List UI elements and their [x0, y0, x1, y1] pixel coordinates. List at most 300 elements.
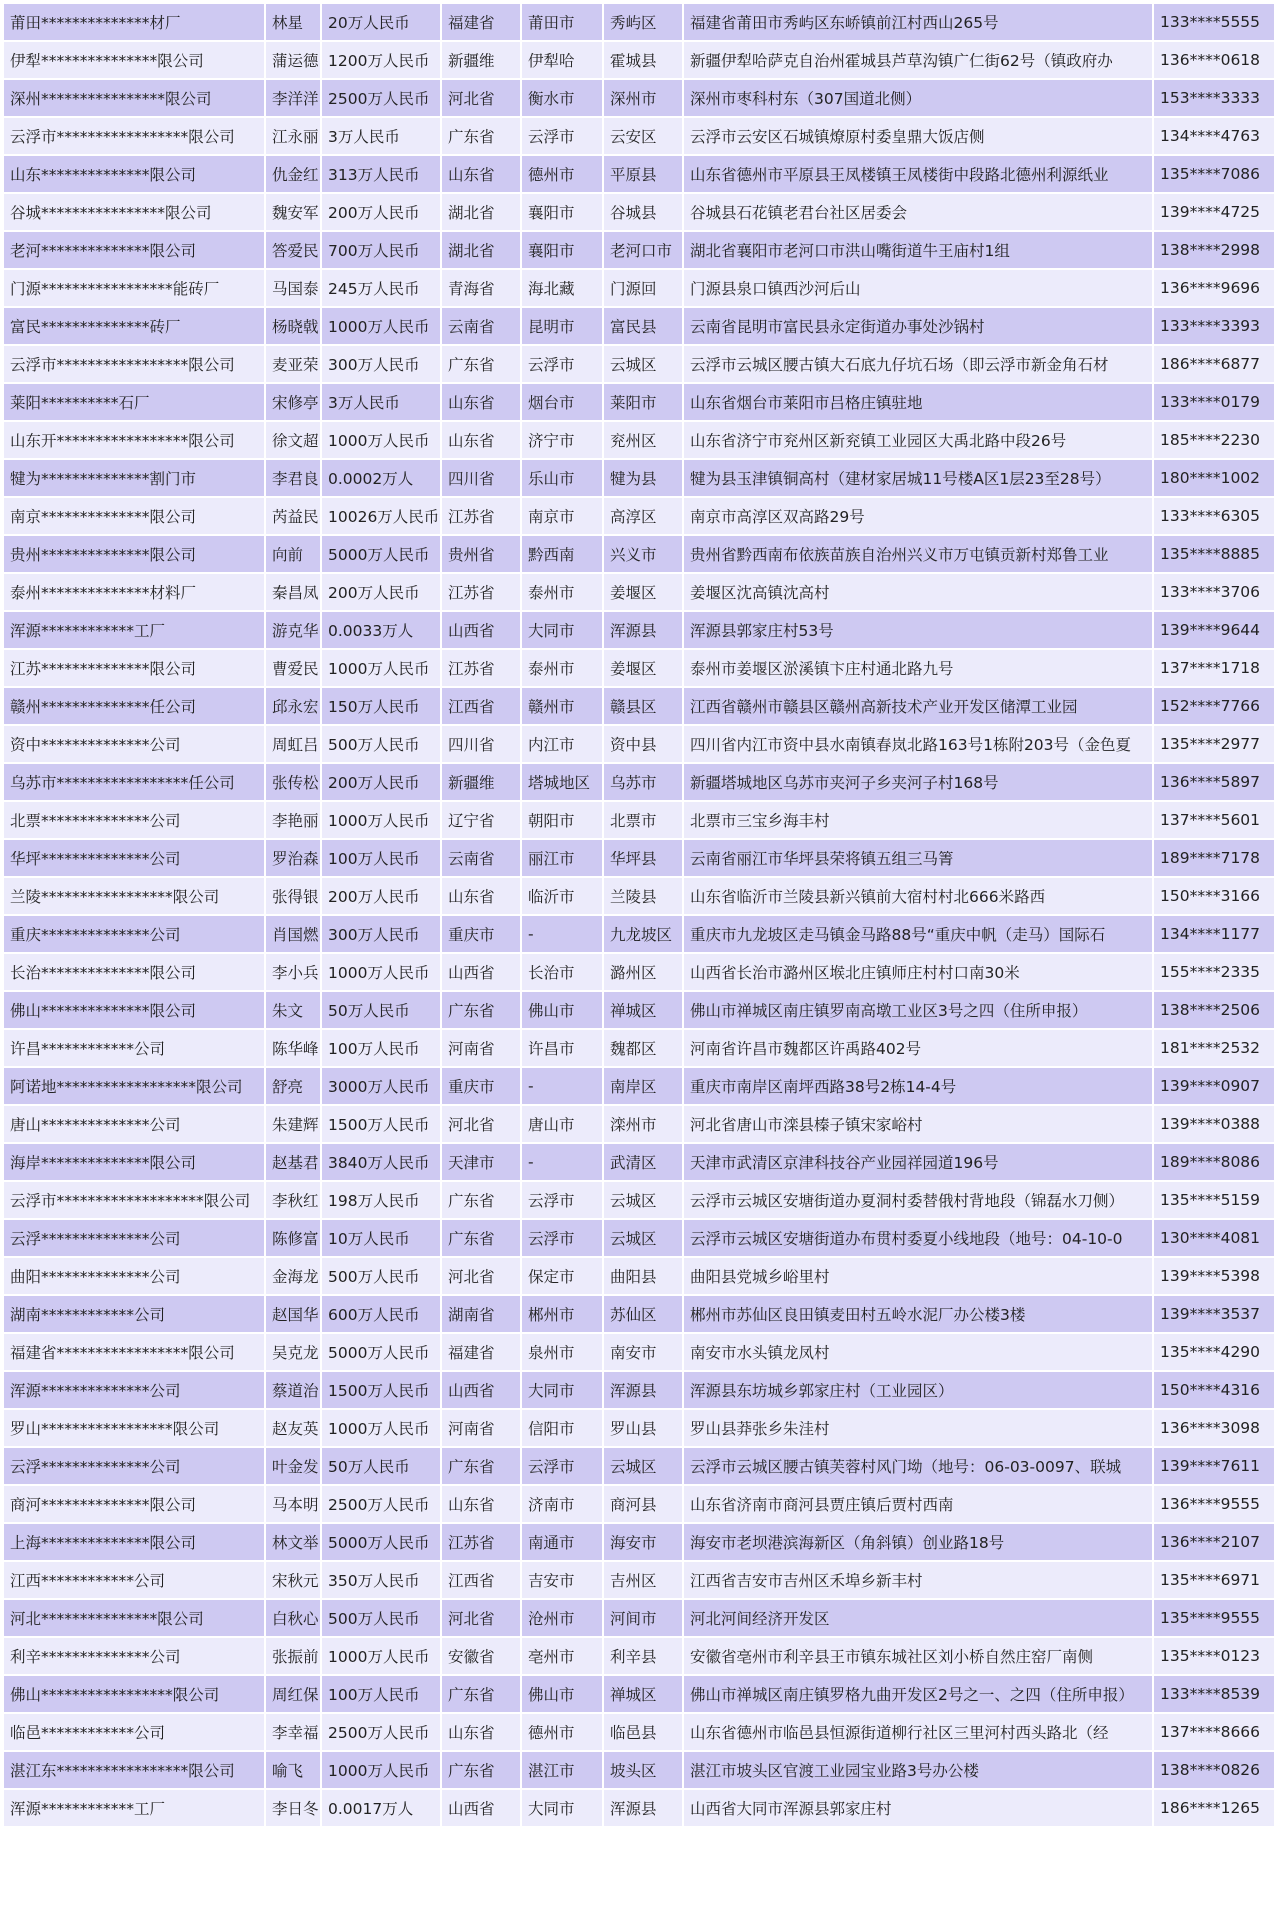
province-cell: 湖北省	[442, 232, 522, 270]
province-cell: 山东省	[442, 422, 522, 460]
district-cell: 禅城区	[604, 992, 684, 1030]
address-cell: 河北省唐山市滦县榛子镇宋家峪村	[684, 1106, 1154, 1144]
city-cell: 长治市	[522, 954, 604, 992]
phone-cell: 133****3393	[1154, 308, 1276, 346]
province-cell: 山西省	[442, 1372, 522, 1410]
district-cell: 霍城县	[604, 42, 684, 80]
company-name-cell: 云浮**************公司	[4, 1220, 266, 1258]
phone-cell: 139****9644	[1154, 612, 1276, 650]
legal-rep-cell: 蔡道治	[266, 1372, 322, 1410]
registered-capital-cell: 1000万人民币	[322, 650, 442, 688]
address-cell: 江西省赣州市赣县区赣州高新技术产业开发区储潭工业园	[684, 688, 1154, 726]
table-row	[4, 1448, 1276, 1486]
phone-cell: 133****0179	[1154, 384, 1276, 422]
table-row	[4, 1638, 1276, 1676]
registered-capital-cell: 100万人民币	[322, 1676, 442, 1714]
registered-capital-cell: 1500万人民币	[322, 1372, 442, 1410]
company-name-cell: 云浮**************公司	[4, 1448, 266, 1486]
city-cell: 襄阳市	[522, 232, 604, 270]
registered-capital-cell: 150万人民币	[322, 688, 442, 726]
province-cell: 重庆市	[442, 916, 522, 954]
company-name-cell: 上海**************限公司	[4, 1524, 266, 1562]
city-cell: 内江市	[522, 726, 604, 764]
city-cell: 保定市	[522, 1258, 604, 1296]
province-cell: 青海省	[442, 270, 522, 308]
registered-capital-cell: 245万人民币	[322, 270, 442, 308]
district-cell: 老河口市	[604, 232, 684, 270]
address-cell: 佛山市禅城区南庄镇罗南高墩工业区3号之四（住所申报）	[684, 992, 1154, 1030]
province-cell: 江苏省	[442, 498, 522, 536]
phone-cell: 185****2230	[1154, 422, 1276, 460]
address-cell: 山东省济宁市兖州区新兖镇工业园区大禹北路中段26号	[684, 422, 1154, 460]
legal-rep-cell: 朱建辉	[266, 1106, 322, 1144]
table-row	[4, 1030, 1276, 1068]
province-cell: 广东省	[442, 992, 522, 1030]
district-cell: 云城区	[604, 1182, 684, 1220]
table-row	[4, 726, 1276, 764]
table-row	[4, 1068, 1276, 1106]
registered-capital-cell: 700万人民币	[322, 232, 442, 270]
table-row	[4, 1220, 1276, 1258]
city-cell: 济宁市	[522, 422, 604, 460]
table-row	[4, 270, 1276, 308]
address-cell: 河北河间经济开发区	[684, 1600, 1154, 1638]
province-cell: 江苏省	[442, 574, 522, 612]
address-cell: 南京市高淳区双高路29号	[684, 498, 1154, 536]
city-cell: 赣州市	[522, 688, 604, 726]
phone-cell: 133****5555	[1154, 4, 1276, 42]
registered-capital-cell: 200万人民币	[322, 194, 442, 232]
table-row	[4, 422, 1276, 460]
table-row	[4, 346, 1276, 384]
province-cell: 广东省	[442, 1182, 522, 1220]
legal-rep-cell: 宋秋元	[266, 1562, 322, 1600]
province-cell: 广东省	[442, 1676, 522, 1714]
table-row	[4, 878, 1276, 916]
address-cell: 江西省吉安市吉州区禾埠乡新丰村	[684, 1562, 1154, 1600]
legal-rep-cell: 李艳丽	[266, 802, 322, 840]
phone-cell: 136****2107	[1154, 1524, 1276, 1562]
registered-capital-cell: 1000万人民币	[322, 1638, 442, 1676]
address-cell: 云浮市云城区安塘街道办夏洞村委替俄村背地段（锦磊水刀侧）	[684, 1182, 1154, 1220]
phone-cell: 136****3098	[1154, 1410, 1276, 1448]
phone-cell: 130****4081	[1154, 1220, 1276, 1258]
company-name-cell: 门源*****************能砖厂	[4, 270, 266, 308]
district-cell: 姜堰区	[604, 574, 684, 612]
company-name-cell: 唐山**************公司	[4, 1106, 266, 1144]
registered-capital-cell: 5000万人民币	[322, 1334, 442, 1372]
city-cell: 泰州市	[522, 574, 604, 612]
phone-cell: 133****6305	[1154, 498, 1276, 536]
table-row	[4, 574, 1276, 612]
legal-rep-cell: 林星	[266, 4, 322, 42]
company-name-cell: 浑源************工厂	[4, 1790, 266, 1828]
phone-cell: 135****7086	[1154, 156, 1276, 194]
registered-capital-cell: 1000万人民币	[322, 1752, 442, 1790]
district-cell: 深州市	[604, 80, 684, 118]
table-row	[4, 1600, 1276, 1638]
district-cell: 秀屿区	[604, 4, 684, 42]
phone-cell: 139****4725	[1154, 194, 1276, 232]
city-cell: 云浮市	[522, 118, 604, 156]
city-cell: 湛江市	[522, 1752, 604, 1790]
district-cell: 高淳区	[604, 498, 684, 536]
table-row	[4, 498, 1276, 536]
city-cell: -	[522, 1144, 604, 1182]
province-cell: 山东省	[442, 156, 522, 194]
table-row	[4, 1182, 1276, 1220]
table-row	[4, 308, 1276, 346]
table-row	[4, 1676, 1276, 1714]
legal-rep-cell: 周红保	[266, 1676, 322, 1714]
province-cell: 四川省	[442, 726, 522, 764]
company-name-cell: 利辛**************公司	[4, 1638, 266, 1676]
province-cell: 新疆维	[442, 42, 522, 80]
province-cell: 山东省	[442, 878, 522, 916]
table-row	[4, 1372, 1276, 1410]
legal-rep-cell: 张传松	[266, 764, 322, 802]
province-cell: 山西省	[442, 954, 522, 992]
city-cell: 郴州市	[522, 1296, 604, 1334]
province-cell: 河北省	[442, 1258, 522, 1296]
company-name-cell: 佛山**************限公司	[4, 992, 266, 1030]
city-cell: 唐山市	[522, 1106, 604, 1144]
registered-capital-cell: 10万人民币	[322, 1220, 442, 1258]
city-cell: 伊犁哈	[522, 42, 604, 80]
address-cell: 北票市三宝乡海丰村	[684, 802, 1154, 840]
registered-capital-cell: 1000万人民币	[322, 954, 442, 992]
registered-capital-cell: 100万人民币	[322, 1030, 442, 1068]
district-cell: 兴义市	[604, 536, 684, 574]
address-cell: 安徽省亳州市利辛县王市镇东城社区刘小桥自然庄窑厂南侧	[684, 1638, 1154, 1676]
company-table	[4, 4, 1276, 1828]
registered-capital-cell: 1500万人民币	[322, 1106, 442, 1144]
legal-rep-cell: 马本明	[266, 1486, 322, 1524]
company-name-cell: 江苏**************限公司	[4, 650, 266, 688]
province-cell: 福建省	[442, 4, 522, 42]
district-cell: 罗山县	[604, 1410, 684, 1448]
table-row	[4, 1714, 1276, 1752]
table-row	[4, 1486, 1276, 1524]
company-name-cell: 深州****************限公司	[4, 80, 266, 118]
registered-capital-cell: 200万人民币	[322, 574, 442, 612]
city-cell: 襄阳市	[522, 194, 604, 232]
province-cell: 江西省	[442, 1562, 522, 1600]
company-name-cell: 莆田**************材厂	[4, 4, 266, 42]
province-cell: 河北省	[442, 1106, 522, 1144]
registered-capital-cell: 500万人民币	[322, 726, 442, 764]
company-name-cell: 江西************公司	[4, 1562, 266, 1600]
city-cell: 德州市	[522, 1714, 604, 1752]
city-cell: 云浮市	[522, 1220, 604, 1258]
city-cell: 佛山市	[522, 992, 604, 1030]
phone-cell: 137****8666	[1154, 1714, 1276, 1752]
table-row	[4, 1144, 1276, 1182]
table-row	[4, 992, 1276, 1030]
city-cell: 泰州市	[522, 650, 604, 688]
district-cell: 坡头区	[604, 1752, 684, 1790]
city-cell: 南通市	[522, 1524, 604, 1562]
district-cell: 云城区	[604, 346, 684, 384]
district-cell: 云城区	[604, 1220, 684, 1258]
phone-cell: 186****1265	[1154, 1790, 1276, 1828]
address-cell: 泰州市姜堰区淤溪镇卞庄村通北路九号	[684, 650, 1154, 688]
address-cell: 湖北省襄阳市老河口市洪山嘴街道牛王庙村1组	[684, 232, 1154, 270]
district-cell: 兰陵县	[604, 878, 684, 916]
table-row	[4, 612, 1276, 650]
company-name-cell: 兰陵*****************限公司	[4, 878, 266, 916]
address-cell: 云浮市云安区石城镇燎原村委皇鼎大饭店侧	[684, 118, 1154, 156]
city-cell: 莆田市	[522, 4, 604, 42]
registered-capital-cell: 2500万人民币	[322, 1486, 442, 1524]
company-name-cell: 老河**************限公司	[4, 232, 266, 270]
table-row	[4, 688, 1276, 726]
phone-cell: 139****0907	[1154, 1068, 1276, 1106]
phone-cell: 189****8086	[1154, 1144, 1276, 1182]
legal-rep-cell: 芮益民	[266, 498, 322, 536]
phone-cell: 139****7611	[1154, 1448, 1276, 1486]
phone-cell: 135****6971	[1154, 1562, 1276, 1600]
table-row	[4, 1562, 1276, 1600]
district-cell: 富民县	[604, 308, 684, 346]
phone-cell: 136****5897	[1154, 764, 1276, 802]
phone-cell: 139****0388	[1154, 1106, 1276, 1144]
district-cell: 禅城区	[604, 1676, 684, 1714]
registered-capital-cell: 500万人民币	[322, 1600, 442, 1638]
phone-cell: 189****7178	[1154, 840, 1276, 878]
legal-rep-cell: 麦亚荣	[266, 346, 322, 384]
table-row	[4, 460, 1276, 498]
city-cell: -	[522, 916, 604, 954]
city-cell: 济南市	[522, 1486, 604, 1524]
table-row	[4, 650, 1276, 688]
phone-cell: 135****5159	[1154, 1182, 1276, 1220]
legal-rep-cell: 赵基君	[266, 1144, 322, 1182]
district-cell: 浑源县	[604, 1372, 684, 1410]
district-cell: 河间市	[604, 1600, 684, 1638]
legal-rep-cell: 罗治森	[266, 840, 322, 878]
company-name-cell: 云浮市*****************限公司	[4, 118, 266, 156]
company-name-cell: 华坪**************公司	[4, 840, 266, 878]
table-row	[4, 1752, 1276, 1790]
city-cell: 临沂市	[522, 878, 604, 916]
company-name-cell: 资中**************公司	[4, 726, 266, 764]
address-cell: 郴州市苏仙区良田镇麦田村五岭水泥厂办公楼3楼	[684, 1296, 1154, 1334]
phone-cell: 133****3706	[1154, 574, 1276, 612]
city-cell: 乐山市	[522, 460, 604, 498]
legal-rep-cell: 仇金红	[266, 156, 322, 194]
company-name-cell: 泰州**************材料厂	[4, 574, 266, 612]
province-cell: 江苏省	[442, 1524, 522, 1562]
address-cell: 浑源县东坊城乡郭家庄村（工业园区）	[684, 1372, 1154, 1410]
company-name-cell: 云浮市*******************限公司	[4, 1182, 266, 1220]
phone-cell: 136****0618	[1154, 42, 1276, 80]
district-cell: 九龙坡区	[604, 916, 684, 954]
company-name-cell: 浑源**************公司	[4, 1372, 266, 1410]
phone-cell: 139****3537	[1154, 1296, 1276, 1334]
legal-rep-cell: 李秋红	[266, 1182, 322, 1220]
legal-rep-cell: 宋修亭	[266, 384, 322, 422]
province-cell: 河北省	[442, 1600, 522, 1638]
province-cell: 江西省	[442, 688, 522, 726]
legal-rep-cell: 邱永宏	[266, 688, 322, 726]
phone-cell: 133****8539	[1154, 1676, 1276, 1714]
company-name-cell: 莱阳**********石厂	[4, 384, 266, 422]
district-cell: 武清区	[604, 1144, 684, 1182]
city-cell: 云浮市	[522, 1182, 604, 1220]
legal-rep-cell: 李幸福	[266, 1714, 322, 1752]
table-row	[4, 764, 1276, 802]
registered-capital-cell: 1000万人民币	[322, 1410, 442, 1448]
registered-capital-cell: 2500万人民币	[322, 1714, 442, 1752]
legal-rep-cell: 叶金发	[266, 1448, 322, 1486]
registered-capital-cell: 1000万人民币	[322, 308, 442, 346]
table-row	[4, 4, 1276, 42]
registered-capital-cell: 3000万人民币	[322, 1068, 442, 1106]
legal-rep-cell: 李君良	[266, 460, 322, 498]
company-name-cell: 贵州**************限公司	[4, 536, 266, 574]
district-cell: 兖州区	[604, 422, 684, 460]
legal-rep-cell: 李小兵	[266, 954, 322, 992]
province-cell: 重庆市	[442, 1068, 522, 1106]
phone-cell: 180****1002	[1154, 460, 1276, 498]
address-cell: 新疆伊犁哈萨克自治州霍城县芦草沟镇广仁街62号（镇政府办	[684, 42, 1154, 80]
city-cell: 亳州市	[522, 1638, 604, 1676]
legal-rep-cell: 张振前	[266, 1638, 322, 1676]
registered-capital-cell: 1000万人民币	[322, 422, 442, 460]
province-cell: 广东省	[442, 118, 522, 156]
table-row	[4, 156, 1276, 194]
city-cell: 朝阳市	[522, 802, 604, 840]
company-name-cell: 佛山*****************限公司	[4, 1676, 266, 1714]
legal-rep-cell: 吴克龙	[266, 1334, 322, 1372]
table-row	[4, 1334, 1276, 1372]
company-name-cell: 云浮市*****************限公司	[4, 346, 266, 384]
address-cell: 谷城县石花镇老君台社区居委会	[684, 194, 1154, 232]
address-cell: 山东省济南市商河县贾庄镇后贾村西南	[684, 1486, 1154, 1524]
phone-cell: 135****8885	[1154, 536, 1276, 574]
address-cell: 天津市武清区京津科技谷产业园祥园道196号	[684, 1144, 1154, 1182]
province-cell: 安徽省	[442, 1638, 522, 1676]
province-cell: 广东省	[442, 1752, 522, 1790]
table-row	[4, 118, 1276, 156]
table-row	[4, 1106, 1276, 1144]
registered-capital-cell: 1200万人民币	[322, 42, 442, 80]
company-name-cell: 河北***************限公司	[4, 1600, 266, 1638]
legal-rep-cell: 向前	[266, 536, 322, 574]
registered-capital-cell: 2500万人民币	[322, 80, 442, 118]
phone-cell: 155****2335	[1154, 954, 1276, 992]
phone-cell: 134****1177	[1154, 916, 1276, 954]
registered-capital-cell: 3840万人民币	[322, 1144, 442, 1182]
registered-capital-cell: 0.0002万人	[322, 460, 442, 498]
city-cell: 丽江市	[522, 840, 604, 878]
city-cell: 大同市	[522, 612, 604, 650]
table-row	[4, 384, 1276, 422]
address-cell: 贵州省黔西南布依族苗族自治州兴义市万屯镇贡新村郑鲁工业	[684, 536, 1154, 574]
province-cell: 湖北省	[442, 194, 522, 232]
province-cell: 云南省	[442, 840, 522, 878]
table-row	[4, 1410, 1276, 1448]
table-row	[4, 80, 1276, 118]
address-cell: 重庆市南岸区南坪西路38号2栋14-4号	[684, 1068, 1154, 1106]
company-name-cell: 赣州**************任公司	[4, 688, 266, 726]
legal-rep-cell: 李洋洋	[266, 80, 322, 118]
company-name-cell: 南京**************限公司	[4, 498, 266, 536]
company-name-cell: 谷城****************限公司	[4, 194, 266, 232]
province-cell: 新疆维	[442, 764, 522, 802]
district-cell: 潞州区	[604, 954, 684, 992]
province-cell: 江苏省	[442, 650, 522, 688]
phone-cell: 136****9555	[1154, 1486, 1276, 1524]
district-cell: 云城区	[604, 1448, 684, 1486]
address-cell: 云南省丽江市华坪县荣将镇五组三马箐	[684, 840, 1154, 878]
legal-rep-cell: 蒲运德	[266, 42, 322, 80]
city-cell: 大同市	[522, 1790, 604, 1828]
address-cell: 门源县泉口镇西沙河后山	[684, 270, 1154, 308]
company-name-cell: 罗山*****************限公司	[4, 1410, 266, 1448]
address-cell: 浑源县郭家庄村53号	[684, 612, 1154, 650]
phone-cell: 153****3333	[1154, 80, 1276, 118]
city-cell: 佛山市	[522, 1676, 604, 1714]
address-cell: 河南省许昌市魏都区许禹路402号	[684, 1030, 1154, 1068]
legal-rep-cell: 徐文超	[266, 422, 322, 460]
province-cell: 山东省	[442, 384, 522, 422]
address-cell: 云浮市云城区腰古镇大石底九仔坑石场（即云浮市新金角石材	[684, 346, 1154, 384]
province-cell: 山东省	[442, 1486, 522, 1524]
company-name-cell: 山东**************限公司	[4, 156, 266, 194]
legal-rep-cell: 陈修富	[266, 1220, 322, 1258]
registered-capital-cell: 5000万人民币	[322, 1524, 442, 1562]
city-cell: 云浮市	[522, 1448, 604, 1486]
district-cell: 门源回	[604, 270, 684, 308]
district-cell: 北票市	[604, 802, 684, 840]
company-name-cell: 犍为**************割门市	[4, 460, 266, 498]
district-cell: 赣县区	[604, 688, 684, 726]
district-cell: 商河县	[604, 1486, 684, 1524]
district-cell: 滦州市	[604, 1106, 684, 1144]
company-name-cell: 伊犁***************限公司	[4, 42, 266, 80]
phone-cell: 136****9696	[1154, 270, 1276, 308]
legal-rep-cell: 舒亮	[266, 1068, 322, 1106]
province-cell: 广东省	[442, 1448, 522, 1486]
registered-capital-cell: 0.0033万人	[322, 612, 442, 650]
registered-capital-cell: 300万人民币	[322, 916, 442, 954]
district-cell: 姜堰区	[604, 650, 684, 688]
address-cell: 山东省德州市临邑县恒源街道柳行社区三里河村西头路北（经	[684, 1714, 1154, 1752]
registered-capital-cell: 1000万人民币	[322, 802, 442, 840]
table-row	[4, 802, 1276, 840]
phone-cell: 138****0826	[1154, 1752, 1276, 1790]
phone-cell: 186****6877	[1154, 346, 1276, 384]
address-cell: 山东省德州市平原县王凤楼镇王凤楼街中段路北德州利源纸业	[684, 156, 1154, 194]
province-cell: 山西省	[442, 612, 522, 650]
district-cell: 临邑县	[604, 1714, 684, 1752]
legal-rep-cell: 赵友英	[266, 1410, 322, 1448]
phone-cell: 152****7766	[1154, 688, 1276, 726]
phone-cell: 181****2532	[1154, 1030, 1276, 1068]
legal-rep-cell: 李日冬	[266, 1790, 322, 1828]
province-cell: 河南省	[442, 1410, 522, 1448]
registered-capital-cell: 20万人民币	[322, 4, 442, 42]
registered-capital-cell: 600万人民币	[322, 1296, 442, 1334]
company-name-cell: 阿诺地******************限公司	[4, 1068, 266, 1106]
table-row	[4, 1296, 1276, 1334]
company-name-cell: 曲阳**************公司	[4, 1258, 266, 1296]
address-cell: 曲阳县党城乡峪里村	[684, 1258, 1154, 1296]
district-cell: 利辛县	[604, 1638, 684, 1676]
registered-capital-cell: 50万人民币	[322, 1448, 442, 1486]
